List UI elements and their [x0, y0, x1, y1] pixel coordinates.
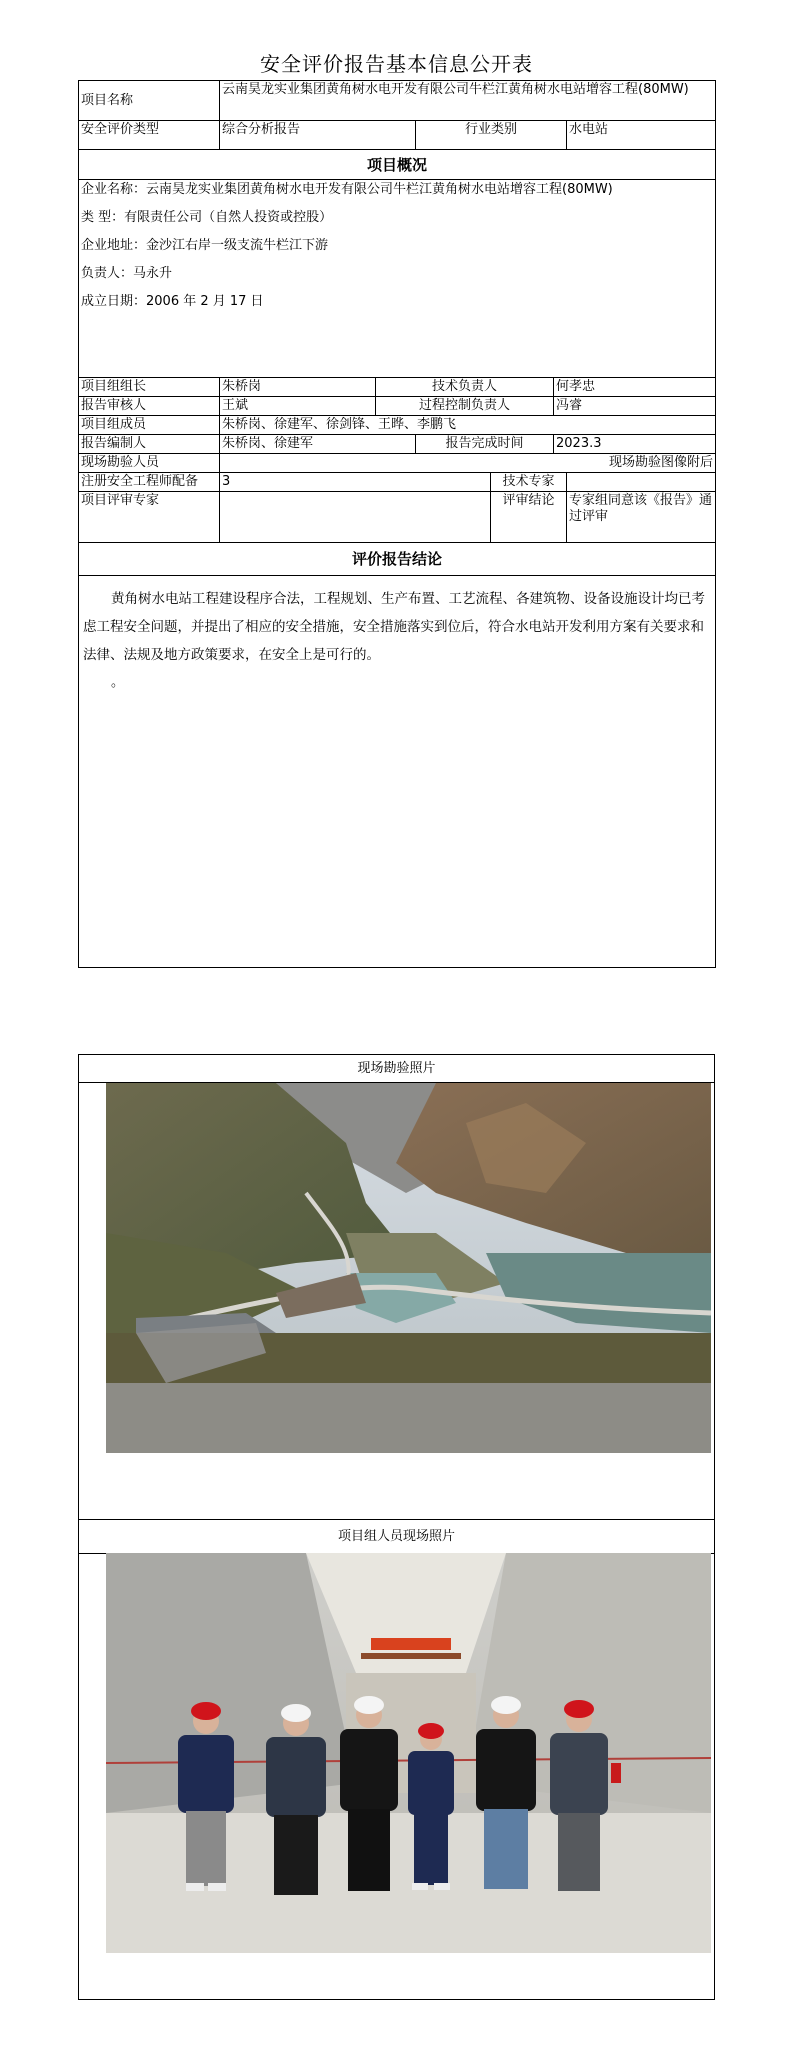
leader-label: 项目组组长: [79, 378, 220, 397]
overview-type: 类 型：有限责任公司（自然人投资或控股）: [81, 210, 333, 225]
overview-body: [79, 180, 716, 378]
team-photo-drawing: [106, 1553, 711, 1953]
author-label: 报告编制人: [79, 435, 220, 454]
page-title: 安全评价报告基本信息公开表: [260, 52, 533, 76]
review-result-value: 专家组同意该《报告》通过评审: [567, 492, 716, 543]
reviewer-value: 王斌: [220, 397, 376, 416]
overview-address: 企业地址：金沙江右岸一级支流牛栏江下游: [81, 238, 329, 253]
review-expert-label: 项目评审专家: [79, 492, 220, 543]
site-survey-photo-drawing: [106, 1083, 711, 1453]
row-eval-type: [79, 121, 716, 150]
photo-box: [78, 1054, 715, 2000]
process-value: 冯睿: [554, 397, 716, 416]
review-expert-value: [220, 492, 491, 543]
tech-lead-value: 何孝忠: [554, 378, 716, 397]
finish-value: 2023.3: [554, 435, 716, 454]
author-value: 朱桥岗、徐建军: [220, 435, 416, 454]
engineer-label: 注册安全工程师配备: [79, 473, 220, 492]
row-engineer: [79, 473, 716, 492]
row-conclusion-heading: [79, 543, 716, 576]
project-name-label: 项目名称: [79, 81, 220, 121]
industry-label: 行业类别: [416, 121, 567, 150]
conclusion-body: [79, 576, 716, 968]
team-photo: [106, 1553, 711, 1953]
row-overview-heading: [79, 150, 716, 180]
reviewer-label: 报告审核人: [79, 397, 220, 416]
industry-value: 水电站: [567, 121, 716, 150]
members-label: 项目组成员: [79, 416, 220, 435]
row-leader: [79, 378, 716, 397]
eval-type-value: 综合分析报告: [220, 121, 416, 150]
row-author: [79, 435, 716, 454]
photo2-caption: 项目组人员现场照片: [79, 1519, 714, 1554]
survey-label: 现场勘验人员: [79, 454, 220, 473]
expert-label: 技术专家: [491, 473, 567, 492]
row-survey: [79, 454, 716, 473]
row-reviewer: [79, 397, 716, 416]
row-overview-body: [79, 180, 716, 378]
finish-label: 报告完成时间: [416, 435, 554, 454]
row-review: [79, 492, 716, 543]
conclusion-text: 黄角树水电站工程建设程序合法，工程规划、生产布置、工艺流程、各建筑物、设备设施设计均已考虑工程安全问题，并提出了相应的安全措施，安全措施落实到位后，符合水电站开发利用方案有关要求和法律、法规及地方政策要求，在安全上是可行的。: [83, 591, 705, 663]
engineer-value: 3: [220, 473, 491, 492]
tech-lead-label: 技术负责人: [376, 378, 554, 397]
row-conclusion-body: [79, 576, 716, 968]
overview-heading: 项目概况: [79, 150, 716, 180]
site-survey-photo: [106, 1083, 711, 1453]
process-label: 过程控制负责人: [376, 397, 554, 416]
project-name-value: 云南昊龙实业集团黄角树水电开发有限公司牛栏江黄角树水电站增容工程(80MW): [220, 81, 716, 121]
row-project-name: [79, 81, 716, 121]
conclusion-note: 。: [111, 675, 125, 690]
leader-value: 朱桥岗: [220, 378, 376, 397]
conclusion-heading: 评价报告结论: [79, 543, 716, 576]
overview-company: 企业名称：云南昊龙实业集团黄角树水电开发有限公司牛栏江黄角树水电站增容工程(80MW): [81, 182, 613, 197]
overview-person: 负责人：马永升: [81, 266, 173, 281]
overview-date: 成立日期：2006 年 2 月 17 日: [81, 294, 264, 309]
survey-value: 现场勘验图像附后: [220, 454, 716, 473]
photo1-caption: 现场勘验照片: [79, 1055, 714, 1083]
review-result-label: 评审结论: [491, 492, 567, 543]
row-members: [79, 416, 716, 435]
members-value: 朱桥岗、徐建军、徐剑锋、王晔、李鹏飞: [220, 416, 716, 435]
info-table: [78, 80, 716, 968]
eval-type-label: 安全评价类型: [79, 121, 220, 150]
expert-value: [567, 473, 716, 492]
